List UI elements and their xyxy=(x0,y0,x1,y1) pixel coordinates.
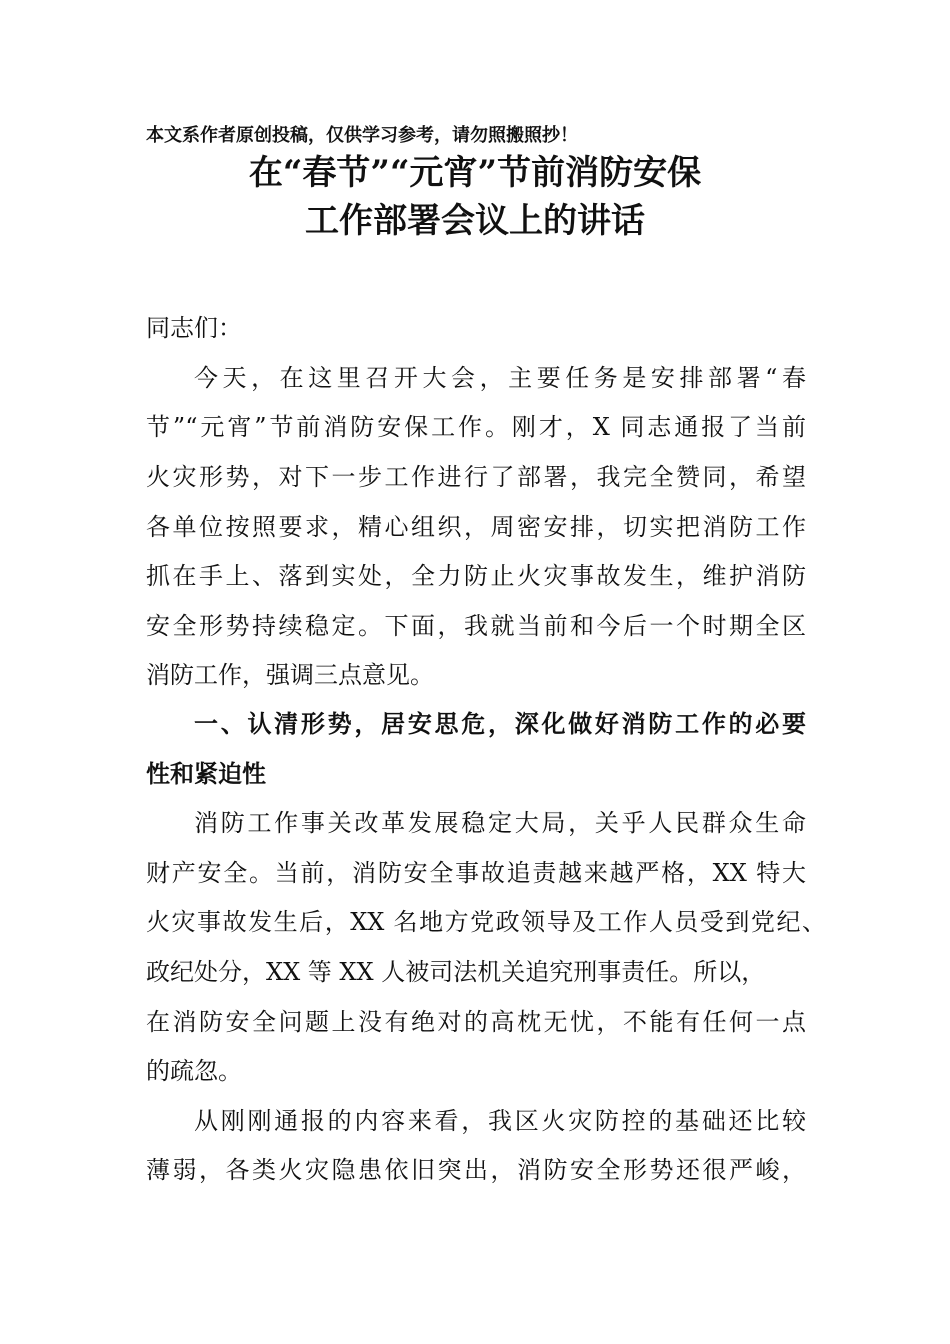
paragraph-1-line-4: 各单位按照要求，精心组织，周密安排，切实把消防工作 xyxy=(146,513,806,541)
paragraph-1-line-7: 消防工作，强调三点意见。 xyxy=(146,661,434,689)
paragraph-1-line-3: 火灾形势，对下一步工作进行了部署，我完全赞同，希望 xyxy=(146,463,806,491)
paragraph-2-line-2: 财产安全。当前，消防安全事故追责越来越严格，XX 特大 xyxy=(146,859,806,887)
paragraph-1-line-2: 节”“元宵”节前消防安保工作。刚才，X 同志通报了当前 xyxy=(146,413,806,441)
section-heading-1-line-2: 性和紧迫性 xyxy=(146,760,266,788)
document-title-line-1: 在“春节”“元宵”节前消防安保 xyxy=(248,153,702,193)
paragraph-3-line-2: 薄弱，各类火灾隐患依旧突出，消防安全形势还很严峻， xyxy=(146,1156,806,1184)
copyright-notice: 本文系作者原创投稿，仅供学习参考，请勿照搬照抄！ xyxy=(146,125,578,146)
paragraph-1-line-1: 今天，在这里召开大会，主要任务是安排部署“春 xyxy=(194,364,806,392)
document-title-line-2: 工作部署会议上的讲话 xyxy=(305,201,645,241)
paragraph-2-line-1: 消防工作事关改革发展稳定大局，关乎人民群众生命 xyxy=(194,809,806,837)
salutation: 同志们： xyxy=(146,314,242,342)
paragraph-1-line-6: 安全形势持续稳定。下面，我就当前和今后一个时期全区 xyxy=(146,612,806,640)
paragraph-2-line-5: 在消防安全问题上没有绝对的高枕无忧，不能有任何一点 xyxy=(146,1008,806,1036)
paragraph-2-line-6: 的疏忽。 xyxy=(146,1057,242,1085)
paragraph-1-line-5: 抓在手上、落到实处，全力防止火灾事故发生，维护消防 xyxy=(146,562,806,590)
paragraph-2-line-3: 火灾事故发生后，XX 名地方党政领导及工作人员受到党纪、 xyxy=(146,908,826,936)
paragraph-2-line-4: 政纪处分，XX 等 XX 人被司法机关追究刑事责任。所以， xyxy=(146,958,766,986)
section-heading-1-line-1: 一、认清形势，居安思危，深化做好消防工作的必要 xyxy=(194,710,806,738)
paragraph-3-line-1: 从刚刚通报的内容来看，我区火灾防控的基础还比较 xyxy=(194,1107,806,1135)
